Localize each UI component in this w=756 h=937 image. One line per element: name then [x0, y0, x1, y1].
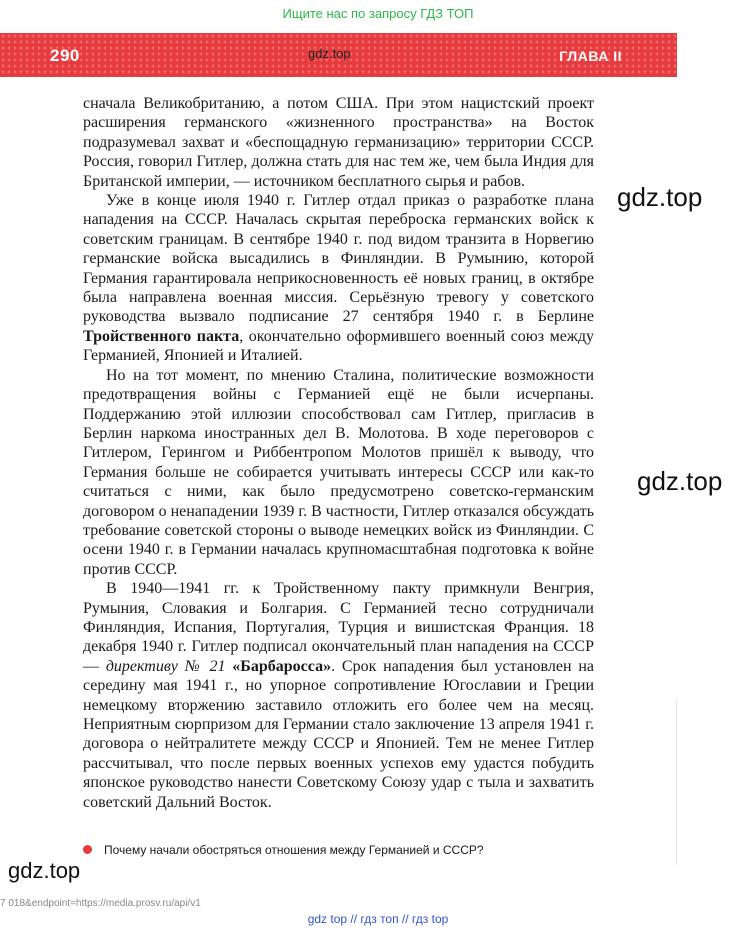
watermark-3: gdz.top [8, 858, 81, 883]
red-bullet-icon [83, 845, 92, 854]
term-directive-21: директиву № 21 [105, 657, 226, 675]
review-question [83, 843, 603, 857]
top-search-banner[interactable]: Ищите нас по запросу ГДЗ ТОП [282, 6, 474, 21]
paragraph-2-text-b: , окончательно оформившего военный союз между Германией, Японией и Италией. [83, 327, 594, 365]
main-text [83, 94, 594, 812]
margin-rule [676, 700, 677, 865]
term-barbarossa: «Барбаросса» [225, 657, 332, 675]
url-fragment: 7 018&endpoint=https://media.prosv.ru/api/v1 [0, 898, 201, 909]
chapter-title: ГЛАВА II [559, 48, 622, 64]
watermark-1: gdz.top [617, 182, 703, 212]
review-question-text: Почему начали обостряться отношения между Германией и СССР? [104, 843, 484, 857]
paragraph-3 [83, 366, 594, 579]
paragraph-2-text-a: Уже в конце июля 1940 г. Гитлер отдал приказ о разработке плана нападения на СССР. Началась скрытая переброска германских войск к советским границам. В сентябре 1940 г. под видом транзита в Норвегию германские войска высадились в Финляндии. В Румынию, которой Германия гарантировала неприкосновенность её новых границ, в октябре была направлена военная миссия. Серьёзную тревогу у советского руководства вызвало подписание 27 сентября 1940 г. в Берлине [83, 192, 594, 326]
paragraph-4-text-b: . Срок нападения был установлен на середину мая 1941 г., но упорное сопротивление Югославии и Греции немецкому вторжению заставило отложить его более чем на месяц. Неприятным сюрпризом для Германии стало заключение 13 апреля 1941 г. договора о нейтралитете между СССР и Японией. Тем не менее Гитлер рассчитывал, что после первых военных успехов ему удастся побудить японское руководство нанести Советскому Союзу удар с тыла и захватить советский Дальний Восток. [83, 657, 594, 811]
header-watermark: gdz.top [308, 46, 351, 61]
paragraph-1-text: сначала Великобританию, а потом США. При этом нацистский проект расширения германского «жизненного пространства» на Восток подразумевал захват и «беспощадную германизацию» территории СССР. Россия, говорил Гитлер, должна стать для нас тем же, чем была Индия для Британской империи, — источником бесплатного сырья и рабов. [83, 95, 594, 190]
watermark-2: gdz.top [637, 466, 723, 496]
footer-links[interactable]: gdz top // гдз топ // гдз top [307, 912, 449, 926]
paragraph-1 [83, 94, 594, 191]
page-number: 290 [50, 46, 80, 65]
paragraph-2 [83, 191, 594, 366]
term-tripartite-pact: Тройственного пакта [83, 327, 240, 345]
paragraph-4-text-a: В 1940—1941 гг. к Тройственному пакту примкнули Венгрия, Румыния, Словакия и Болгария. С Германией тесно сотрудничали Финляндия, Испания, Португалия, Турция и вишистская Франция. 18 декабря 1940 г. Гитлер подписал окончательный план нападения на СССР — [83, 580, 594, 675]
paragraph-3-text: Но на тот момент, по мнению Сталина, политические возможности предотвращения войны с Германией ещё не были исчерпаны. Поддержанию этой иллюзии способствовал сам Гитлер, пригласив в Берлин наркома иностранных дел В. Молотова. В ходе переговоров с Гитлером, Герингом и Риббентропом Молотов пришёл к выводу, что Германия больше не собирается учитывать интересы СССР или как-то считаться с ними, как было предусмотрено советско-германским договором о ненападении 1939 г. В частности, Гитлер отказался обсуждать требование советской стороны о выводе немецких войск из Финляндии. С осени 1940 г. в Германии началась крупномасштабная подготовка к войне против СССР. [83, 366, 594, 578]
paragraph-4 [83, 579, 594, 812]
